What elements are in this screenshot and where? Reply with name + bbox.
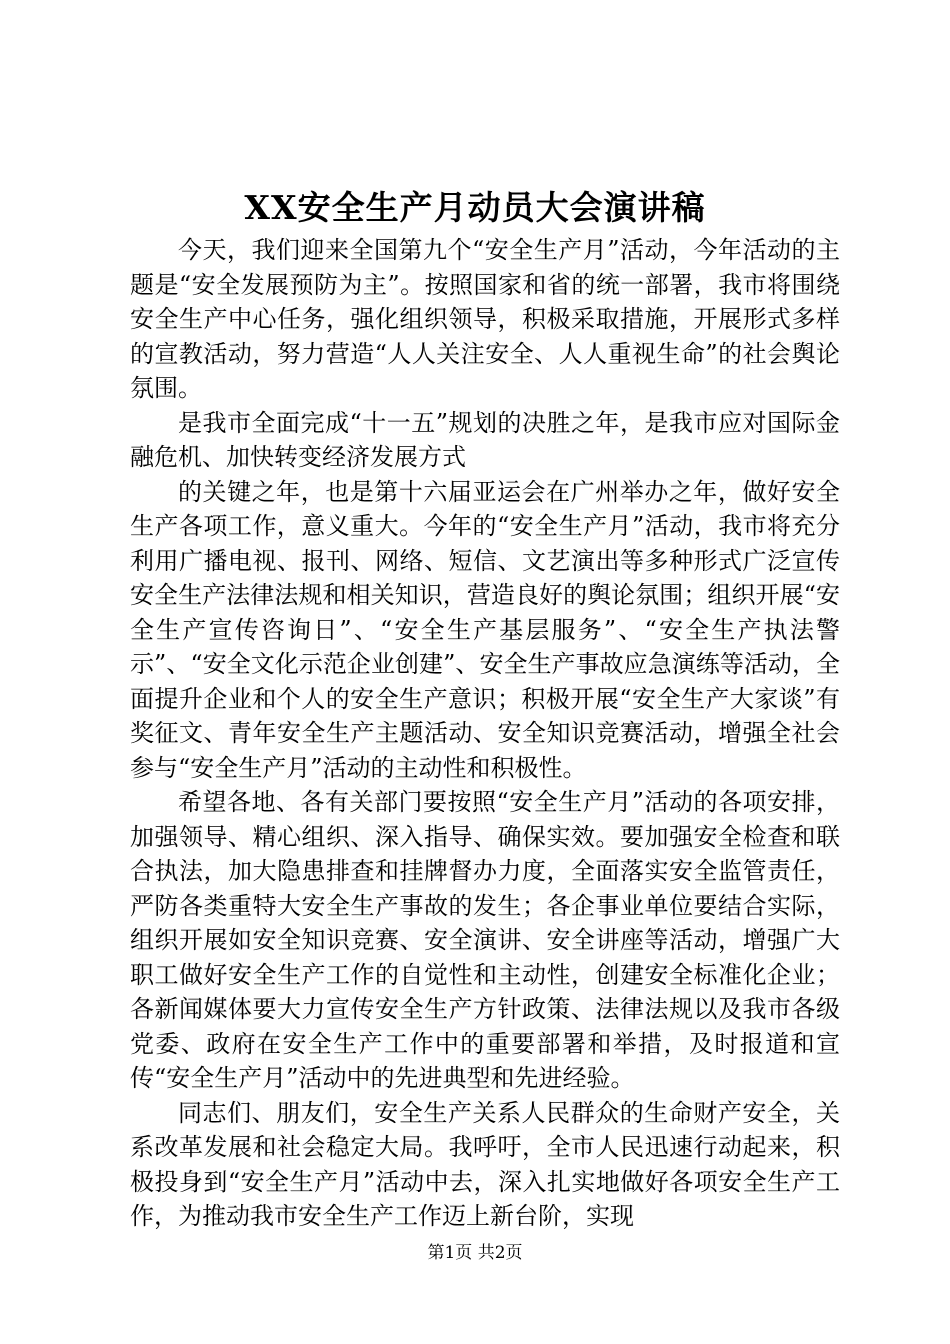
paragraph-4: 希望各地、各有关部门要按照“安全生产月”活动的各项安排，加强领导、精心组织、深入指导、确保实效。要加强安全检查和联合执法，加大隐患排查和挂牌督办力度，全面落实安全监管责任，严防各类重特大安全生产事故的发生；各企事业单位要结合实际，组织开展如安全知识竞赛、安全演讲、安全讲座等活动，增强广大职工做好安全生产工作的自觉性和主动性，创建安全标准化企业；各新闻媒体要大力宣传安全生产方针政策、法律法规以及我市各级党委、政府在安全生产工作中的重要部署和举措，及时报道和宣传“安全生产月”活动中的先进典型和先进经验。 [130,788,840,1092]
page-number-footer: 第1页 共2页 [427,1243,523,1263]
paragraph-3: 的关键之年，也是第十六届亚运会在广州举办之年，做好安全生产各项工作，意义重大。今年的“安全生产月”活动，我市将充分利用广播电视、报刊、网络、短信、文艺演出等多种形式广泛宣传安全生产法律法规和相关知识，营造良好的舆论氛围；组织开展“安全生产宣传咨询日”、“安全生产基层服务”、“安全生产执法警示”、“安全文化示范企业创建”、安全生产事故应急演练等活动，全面提升企业和个人的安全生产意识；积极开展“安全生产大家谈”有奖征文、青年安全生产主题活动、安全知识竞赛活动，增强全社会参与“安全生产月”活动的主动性和积极性。 [130,477,840,782]
paragraph-5: 同志们、朋友们，安全生产关系人民群众的生命财产安全，关系改革发展和社会稳定大局。我呼吁，全市人民迅速行动起来，积极投身到“安全生产月”活动中去，深入扎实地做好各项安全生产工作，为推动我市安全生产工作迈上新台阶，实现 [130,1098,840,1230]
document-title: XX安全生产月动员大会演讲稿 [244,188,706,227]
paragraph-1: 今天，我们迎来全国第九个“安全生产月”活动，今年活动的主题是“安全发展预防为主”。按照国家和省的统一部署，我市将围绕安全生产中心任务，强化组织领导，积极采取措施，开展形式多样的宣教活动，努力营造“人人关注安全、人人重视生命”的社会舆论氛围。 [130,236,840,402]
paragraph-2: 是我市全面完成“十一五”规划的决胜之年，是我市应对国际金融危机、加快转变经济发展方式 [130,408,840,471]
document-body [130,233,840,1234]
